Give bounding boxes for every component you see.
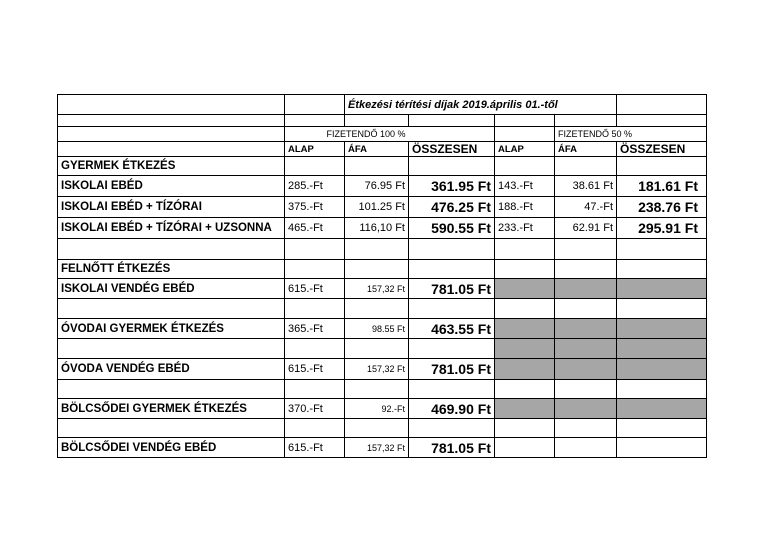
afa-value: 76.95 Ft — [345, 176, 409, 197]
alap-value: 615.-Ft — [285, 359, 345, 380]
spacer-row — [58, 115, 707, 127]
alap-value: 365.-Ft — [285, 319, 345, 339]
fee-table — [57, 94, 707, 458]
spacer-row — [58, 380, 707, 399]
spacer-row — [58, 419, 707, 438]
afa-value: 157,32 Ft — [345, 359, 409, 380]
table-row — [58, 359, 707, 380]
afa-value: 98.55 Ft — [345, 319, 409, 339]
alap-value: 370.-Ft — [285, 399, 345, 419]
header-osszesen-50: ÖSSZESEN — [617, 142, 707, 157]
afa50-value: 38.61 Ft — [555, 176, 617, 197]
afa-value: 92.-Ft — [345, 399, 409, 419]
total-value: 469.90 Ft — [409, 399, 495, 419]
alap-value: 375.-Ft — [285, 197, 345, 218]
afa50-value: 62.91 Ft — [555, 218, 617, 239]
table-row — [58, 176, 707, 197]
total-value: 781.05 Ft — [409, 359, 495, 380]
alap-value: 465.-Ft — [285, 218, 345, 239]
table-row — [58, 197, 707, 218]
row-label: ÓVODA VENDÉG EBÉD — [58, 359, 285, 380]
alap-value: 615.-Ft — [285, 438, 345, 458]
table-row — [58, 438, 707, 458]
section-row-adults — [58, 260, 707, 279]
spacer-row — [58, 339, 707, 359]
table-row — [58, 218, 707, 239]
total50-value: 181.61 Ft — [617, 176, 707, 197]
alap50-value: 233.-Ft — [495, 218, 555, 239]
alap-value: 285.-Ft — [285, 176, 345, 197]
full-payable-label: FIZETENDŐ 100 % — [285, 127, 409, 142]
afa-value: 157,32 Ft — [345, 438, 409, 458]
spacer-row — [58, 299, 707, 319]
spacer-row — [58, 239, 707, 260]
row-label: ISKOLAI EBÉD + TÍZÓRAI + UZSONNA — [58, 218, 285, 239]
page-title: Étkezési térítési díjak 2019.április 01.-től — [345, 95, 617, 115]
afa-value: 101.25 Ft — [345, 197, 409, 218]
half-payable-label: FIZETENDŐ 50 % — [555, 127, 707, 142]
header-alap: ALAP — [285, 142, 345, 157]
section-row-children — [58, 157, 707, 176]
section-title-adults: FELNŐTT ÉTKEZÉS — [58, 260, 285, 279]
header-alap-50: ALAP — [495, 142, 555, 157]
header-osszesen: ÖSSZESEN — [409, 142, 495, 157]
total-value: 781.05 Ft — [409, 279, 495, 299]
total-value: 781.05 Ft — [409, 438, 495, 458]
row-label: ISKOLAI VENDÉG EBÉD — [58, 279, 285, 299]
row-label: ISKOLAI EBÉD — [58, 176, 285, 197]
row-label: BÖLCSŐDEI VENDÉG EBÉD — [58, 438, 285, 458]
total-value: 361.95 Ft — [409, 176, 495, 197]
total-value: 476.25 Ft — [409, 197, 495, 218]
total-value: 590.55 Ft — [409, 218, 495, 239]
total50-value: 295.91 Ft — [617, 218, 707, 239]
row-label: ISKOLAI EBÉD + TÍZÓRAI — [58, 197, 285, 218]
payable-row — [58, 127, 707, 142]
row-label: BÖLCSŐDEI GYERMEK ÉTKEZÉS — [58, 399, 285, 419]
alap-value: 615.-Ft — [285, 279, 345, 299]
table-row — [58, 399, 707, 419]
total-value: 463.55 Ft — [409, 319, 495, 339]
alap50-value: 188.-Ft — [495, 197, 555, 218]
title-row — [58, 95, 707, 115]
total50-value: 238.76 Ft — [617, 197, 707, 218]
row-label: ÓVODAI GYERMEK ÉTKEZÉS — [58, 319, 285, 339]
header-afa-50: ÁFA — [555, 142, 617, 157]
afa-value: 157,32 Ft — [345, 279, 409, 299]
afa-value: 116,10 Ft — [345, 218, 409, 239]
header-afa: ÁFA — [345, 142, 409, 157]
afa50-value: 47.-Ft — [555, 197, 617, 218]
table-row — [58, 319, 707, 339]
section-title-children: GYERMEK ÉTKEZÉS — [58, 157, 285, 176]
alap50-value: 143.-Ft — [495, 176, 555, 197]
table-row — [58, 279, 707, 299]
column-header-row — [58, 142, 707, 157]
